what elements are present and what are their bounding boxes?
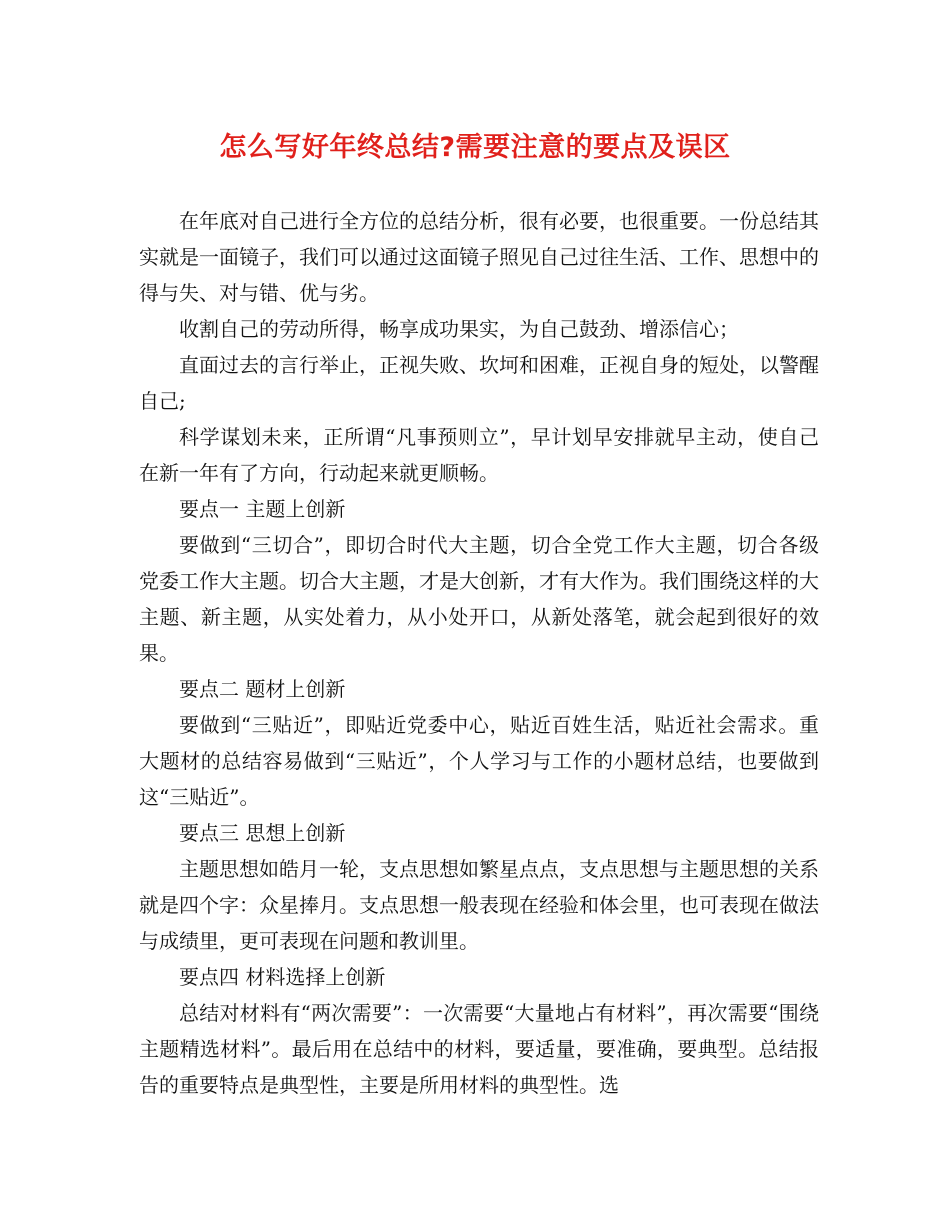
paragraph-intro: 在年底对自己进行全方位的总结分析，很有必要，也很重要。一份总结其实就是一面镜子，我们可以通过这面镜子照见自己过往生活、工作、思想中的得与失、对与错、优与劣。 <box>139 209 819 305</box>
document-body <box>139 203 819 1103</box>
paragraph-section-1: 要做到“三切合”，即切合时代大主题，切合全党工作大主题，切合各级党委工作大主题。切合大主题，才是大创新，才有大作为。我们围绕这样的大主题、新主题，从实处着力，从小处开口，从新处落笔，就会起到很好的效果。 <box>139 533 819 665</box>
page-title: 怎么写好年终总结?需要注意的要点及误区 <box>219 132 731 163</box>
paragraph-section-4: 总结对材料有“两次需要”：一次需要“大量地占有材料”，再次需要“围绕主题精选材料”。最后用在总结中的材料，要适量，要准确，要典型。总结报告的重要特点是典型性，主要是所用材料的典型性。选 <box>139 1001 819 1097</box>
paragraph-section-3: 主题思想如皓月一轮，支点思想如繁星点点，支点思想与主题思想的关系就是四个字：众星捧月。支点思想一般表现在经验和体会里，也可表现在做法与成绩里，更可表现在问题和教训里。 <box>139 857 819 953</box>
section-heading-3: 要点三 思想上创新 <box>179 821 346 845</box>
paragraph-face-past: 直面过去的言行举止，正视失败、坎坷和困难，正视自身的短处，以警醒自己; <box>139 353 819 413</box>
section-heading-1: 要点一 主题上创新 <box>179 497 346 521</box>
paragraph-section-2: 要做到“三贴近”，即贴近党委中心，贴近百姓生活，贴近社会需求。重大题材的总结容易做到“三贴近”，个人学习与工作的小题材总结，也要做到这“三贴近”。 <box>139 713 819 809</box>
section-heading-2: 要点二 题材上创新 <box>179 677 346 701</box>
paragraph-harvest: 收割自己的劳动所得，畅享成功果实，为自己鼓劲、增添信心； <box>179 317 739 341</box>
section-heading-4: 要点四 材料选择上创新 <box>179 965 386 989</box>
paragraph-plan-future: 科学谋划未来，正所谓“凡事预则立”，早计划早安排就早主动，使自己在新一年有了方向，行动起来就更顺畅。 <box>139 425 819 485</box>
